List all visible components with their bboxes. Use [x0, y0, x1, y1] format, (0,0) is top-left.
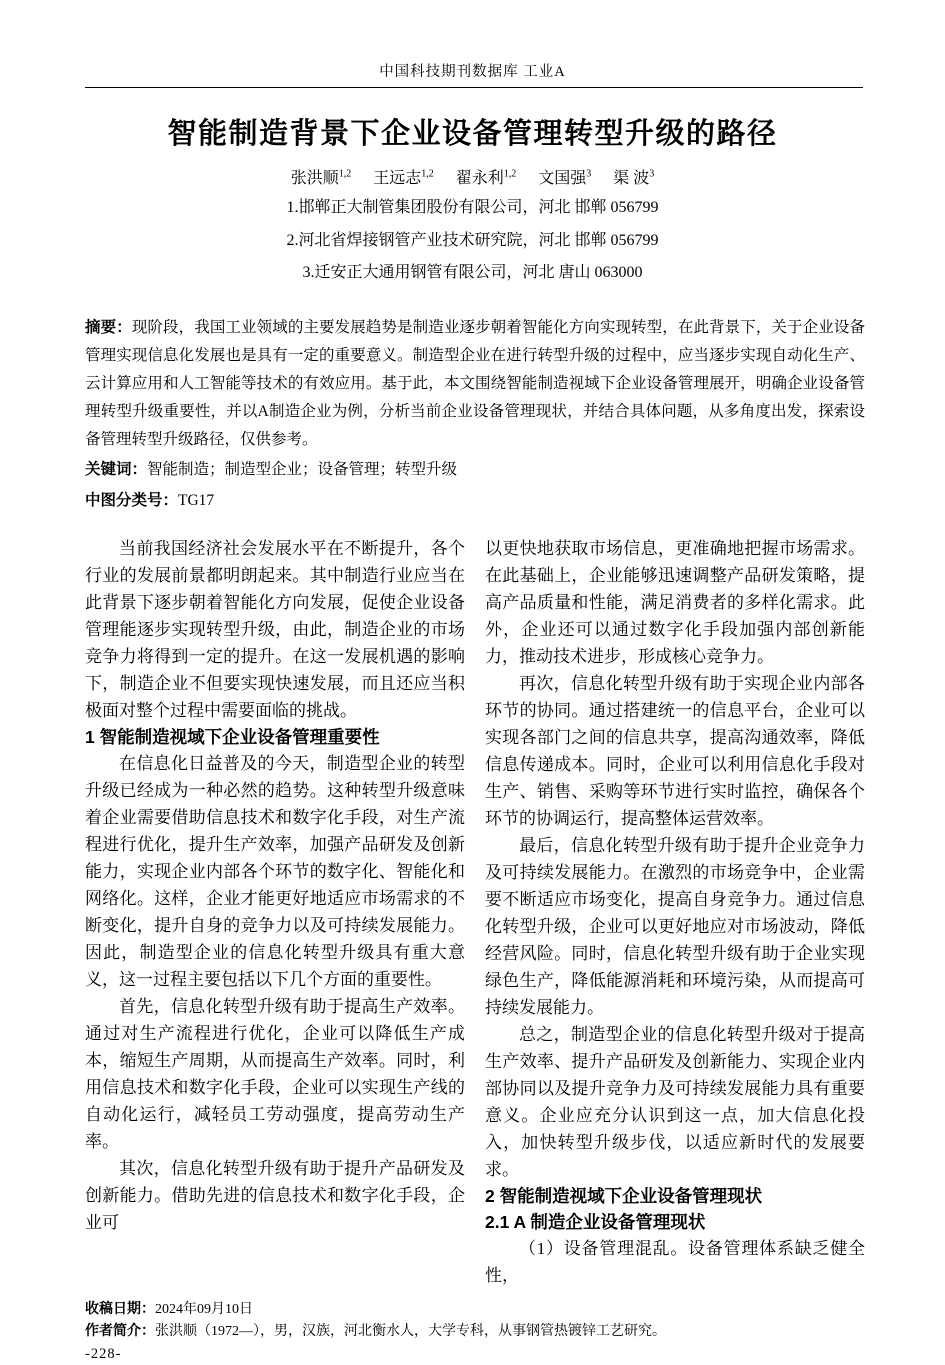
classification-value: TG17 [178, 491, 215, 509]
section-heading-2-1: 2.1 A 制造企业设备管理现状 [485, 1211, 706, 1232]
author-bio-label: 作者简介： [85, 1323, 155, 1339]
abstract-label: 摘要： [85, 318, 132, 336]
author: 渠 波$^3$ [613, 168, 655, 187]
paragraph: 再次，信息化转型升级有助于实现企业内部各环节的协同。通过搭建统一的信息平台，企业可以实现各部门之间的信息共享，提高沟通效率，降低信息传递成本。同时，企业可以利用信息化手段对生产、销售、采购等环节进行实时监控，确保各个环节的协调运行，提高整体运营效率。 [485, 673, 865, 828]
affiliation-item: 1.邯郸正大制管集团股份有限公司，河北 邯郸 056799 [286, 199, 659, 216]
author-bio-value: 张洪顺（1972—），男，汉族，河北衡水人，大学专科，从事钢管热镀锌工艺研究。 [155, 1323, 666, 1339]
authors-line [0, 165, 945, 188]
left-column [85, 535, 465, 1289]
paragraph: 以更快地获取市场信息，更准确地把握市场需求。在此基础上，企业能够迅速调整产品研发策略，提高产品质量和性能，满足消费者的多样化需求。此外，企业还可以通过数字化手段加强内部创新能力，推动技术进步，形成核心竞争力。 [485, 538, 865, 666]
author: 王远志$^{1,2}$ [373, 168, 434, 187]
received-date-label: 收稿日期： [85, 1301, 155, 1317]
keywords-text: 智能制造；制造型企业；设备管理；转型升级 [147, 460, 458, 478]
paragraph: 总之，制造型企业的信息化转型升级对于提高生产效率、提升产品研发及创新能力、实现企业内部协同以及提升竞争力及可持续发展能力具有重要意义。企业应充分认识到这一点，加大信息化投入，加快转型升级步伐，以适应新时代的发展要求。 [485, 1024, 865, 1179]
page-title: 智能制造背景下企业设备管理转型升级的路径 [167, 118, 778, 150]
paragraph: （1）设备管理混乱。设备管理体系缺乏健全性， [485, 1238, 865, 1285]
affiliation-item: 3.迁安正大通用钢管有限公司，河北 唐山 063000 [302, 264, 643, 281]
paragraph: 最后，信息化转型升级有助于提升企业竞争力及可持续发展能力。在激烈的市场竞争中，企业需要不断适应市场变化，提高自身竞争力。通过信息化转型升级，企业可以更好地应对市场波动，降低经营风险。同时，信息化转型升级有助于企业实现绿色生产，降低能源消耗和环境污染，从而提高可持续发展能力。 [485, 835, 865, 1017]
affiliations [0, 192, 945, 290]
journal-header: 中国科技期刊数据库 工业A [379, 64, 566, 80]
paragraph: 在信息化日益普及的今天，制造型企业的转型升级已经成为一种必然的趋势。这种转型升级意味着企业需要借助信息技术和数字化手段，对生产流程进行优化，提升生产效率，加强产品研发及创新能力，实现企业内部各个环节的数字化、智能化和网络化。这样，企业才能更好地适应市场需求的不断变化，提升自身的竞争力以及可持续发展能力。因此，制造型企业的信息化转型升级具有重大意义，这一过程主要包括以下几个方面的重要性。 [85, 753, 465, 989]
author-bio-line [85, 1321, 865, 1343]
section-heading-2: 2 智能制造视域下企业设备管理现状 [485, 1185, 763, 1206]
paragraph: 首先，信息化转型升级有助于提高生产效率。通过对生产流程进行优化，企业可以降低生产成本，缩短生产周期，从而提高生产效率。同时，利用信息技术和数字化手段，企业可以实现生产线的自动化运行，减轻员工劳动强度，提高劳动生产率。 [85, 996, 465, 1151]
header-divider [85, 87, 863, 88]
author: 翟永利$^{1,2}$ [455, 168, 517, 187]
footer [85, 1299, 865, 1365]
section-heading-1: 1 智能制造视域下企业设备管理重要性 [85, 726, 380, 747]
paragraph: 当前我国经济社会发展水平在不断提升，各个行业的发展前景都明朗起来。其中制造行业应当在此背景下逐步朝着智能化方向发展，促使企业设备管理能逐步实现转型升级，由此，制造企业的市场竞争力将得到一定的提升。在这一发展机遇的影响下，制造企业不但要实现快速发展，而且还应当积极面对整个过程中需要面临的挑战。 [85, 538, 465, 720]
keywords-label: 关键词： [85, 460, 148, 478]
abstract-text: 现阶段，我国工业领域的主要发展趋势是制造业逐步朝着智能化方向实现转型，在此背景下，关于企业设备管理实现信息化发展也是具有一定的重要意义。制造型企业在进行转型升级的过程中，应当逐步实现自动化生产、云计算应用和人工智能等技术的有效应用。基于此，本文围绕智能制造视域下企业设备管理展开，明确企业设备管理转型升级重要性，并以A制造企业为例，分析当前企业设备管理现状，并结合具体问题，从多角度出发，探索设备管理转型升级路径，仅供参考。 [85, 318, 865, 448]
author: 文国强$^3$ [538, 168, 592, 187]
abstract [85, 314, 865, 454]
author: 张洪顺$^{1,2}$ [290, 168, 352, 187]
classification [85, 487, 865, 515]
meta-block [85, 314, 865, 515]
right-column [485, 535, 865, 1289]
received-date-value: 2024年09月10日 [155, 1301, 253, 1317]
body-columns [85, 535, 865, 1289]
classification-label: 中图分类号： [85, 491, 179, 509]
received-date-line [85, 1299, 865, 1321]
page-number: -228- [85, 1345, 122, 1362]
affiliation-item: 2.河北省焊接钢管产业技术研究院，河北 邯郸 056799 [286, 231, 659, 249]
paragraph: 其次，信息化转型升级有助于提升产品研发及创新能力。借助先进的信息技术和数字化手段，企业可 [85, 1158, 465, 1232]
keywords [85, 456, 865, 484]
